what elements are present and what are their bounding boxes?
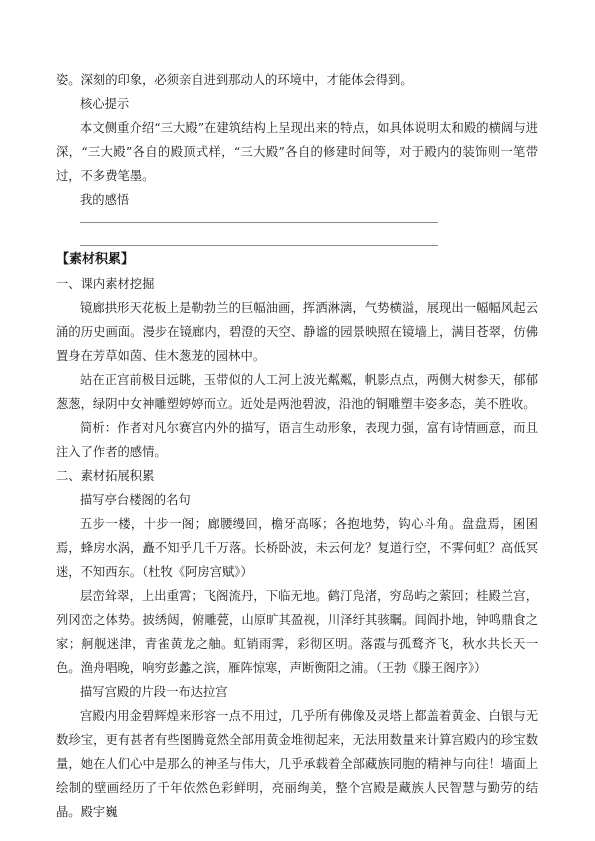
- paragraph-6: 宫殿内用金碧辉煌来形容一点不用过，几乎所有佛像及灵塔上都盖着黄金、白银与无数珍宝，更有甚者有些图腾竟然全部用黄金堆彻起来，无法用数量来计算宫殿内的珍宝数量，她在人们心中是那么的神圣与伟大，几乎承载着全部藏族同胞的精神与向往！墙面上绘制的壁画经历了千年依然色彩鲜明，亮丽绚美，整个宫殿是藏族人民智慧与勤劳的结晶。殿宇巍: [56, 709, 538, 819]
- paragraph-1: 镜廊拱形天花板上是勒勃兰的巨幅油画，挥洒淋漓，气势横溢，展现出一幅幅风起云涌的历史画面。漫步在镜廊内，碧澄的天空、静谧的园景映照在镜墙上，满目苍翠，仿佛置身在芳草如茵、佳木葱茏的园林中。: [56, 301, 538, 363]
- core-text: 本文侧重介绍“三大殿”在建筑结构上呈现出来的特点，如具体说明太和殿的横阔与进深，“三大殿”各自的殿顶式样，“三大殿”各自的修建时间等，对于殿内的装饰则一笔带过，不多费笔墨。: [56, 121, 538, 183]
- intro-tail-text: 姿。深刻的印象，必须亲自进到那动人的环境中，才能体会得到。: [56, 73, 413, 87]
- part1-heading: 一、课内素材挖掘: [56, 277, 155, 291]
- core-heading: 核心提示: [80, 97, 130, 111]
- answer-line-1: [80, 222, 438, 223]
- answer-line-2: [80, 245, 438, 246]
- subheading-1: 描写亭台楼阁的名句: [80, 493, 191, 507]
- paragraph-2: 站在正宫前极目远眺，玉带似的人工河上波光粼粼，帆影点点，两侧大树参天，郁郁葱葱，绿阴中女神雕塑婷婷而立。近处是两池碧波，沿池的铜雕塑丰姿多态，美不胜收。: [56, 373, 538, 411]
- subheading-2: 描写宫殿的片段一布达拉宫: [80, 685, 228, 699]
- page-content: [56, 68, 538, 824]
- section-title: 【素材积累】: [56, 252, 135, 267]
- reflection-heading: 我的感悟: [80, 193, 130, 207]
- paragraph-5: 层峦耸翠，上出重霄；飞阁流丹，下临无地。鹤汀凫渚，穷岛屿之萦回；桂殿兰宫，列冈峦之体势。披绣闼，俯雕甍，山原旷其盈视，川泽纡其骇瞩。闾阎扑地，钟鸣鼎食之家；舸舰迷津，青雀黄龙之舳。虹销雨霁，彩彻区明。落霞与孤鹜齐飞，秋水共长天一色。渔舟唱晚，响穷彭蠡之滨，雁阵惊寒，声断衡阳之浦。（王勃《滕王阁序》）: [56, 589, 538, 675]
- part2-heading: 二、素材拓展积累: [56, 469, 155, 483]
- paragraph-3: 简析：作者对凡尔赛宫内外的描写，语言生动形象，表现力强，富有诗情画意，而且注入了作者的感情。: [56, 421, 538, 459]
- paragraph-4: 五步一楼，十步一阁；廊腰缦回，檐牙高啄；各抱地势，钩心斗角。盘盘焉，囷囷焉，蜂房水涡，矗不知乎几千万落。长桥卧波，未云何龙？复道行空，不霁何虹？高低冥迷，不知西东。（杜牧《阿房宫赋》）: [56, 517, 538, 579]
